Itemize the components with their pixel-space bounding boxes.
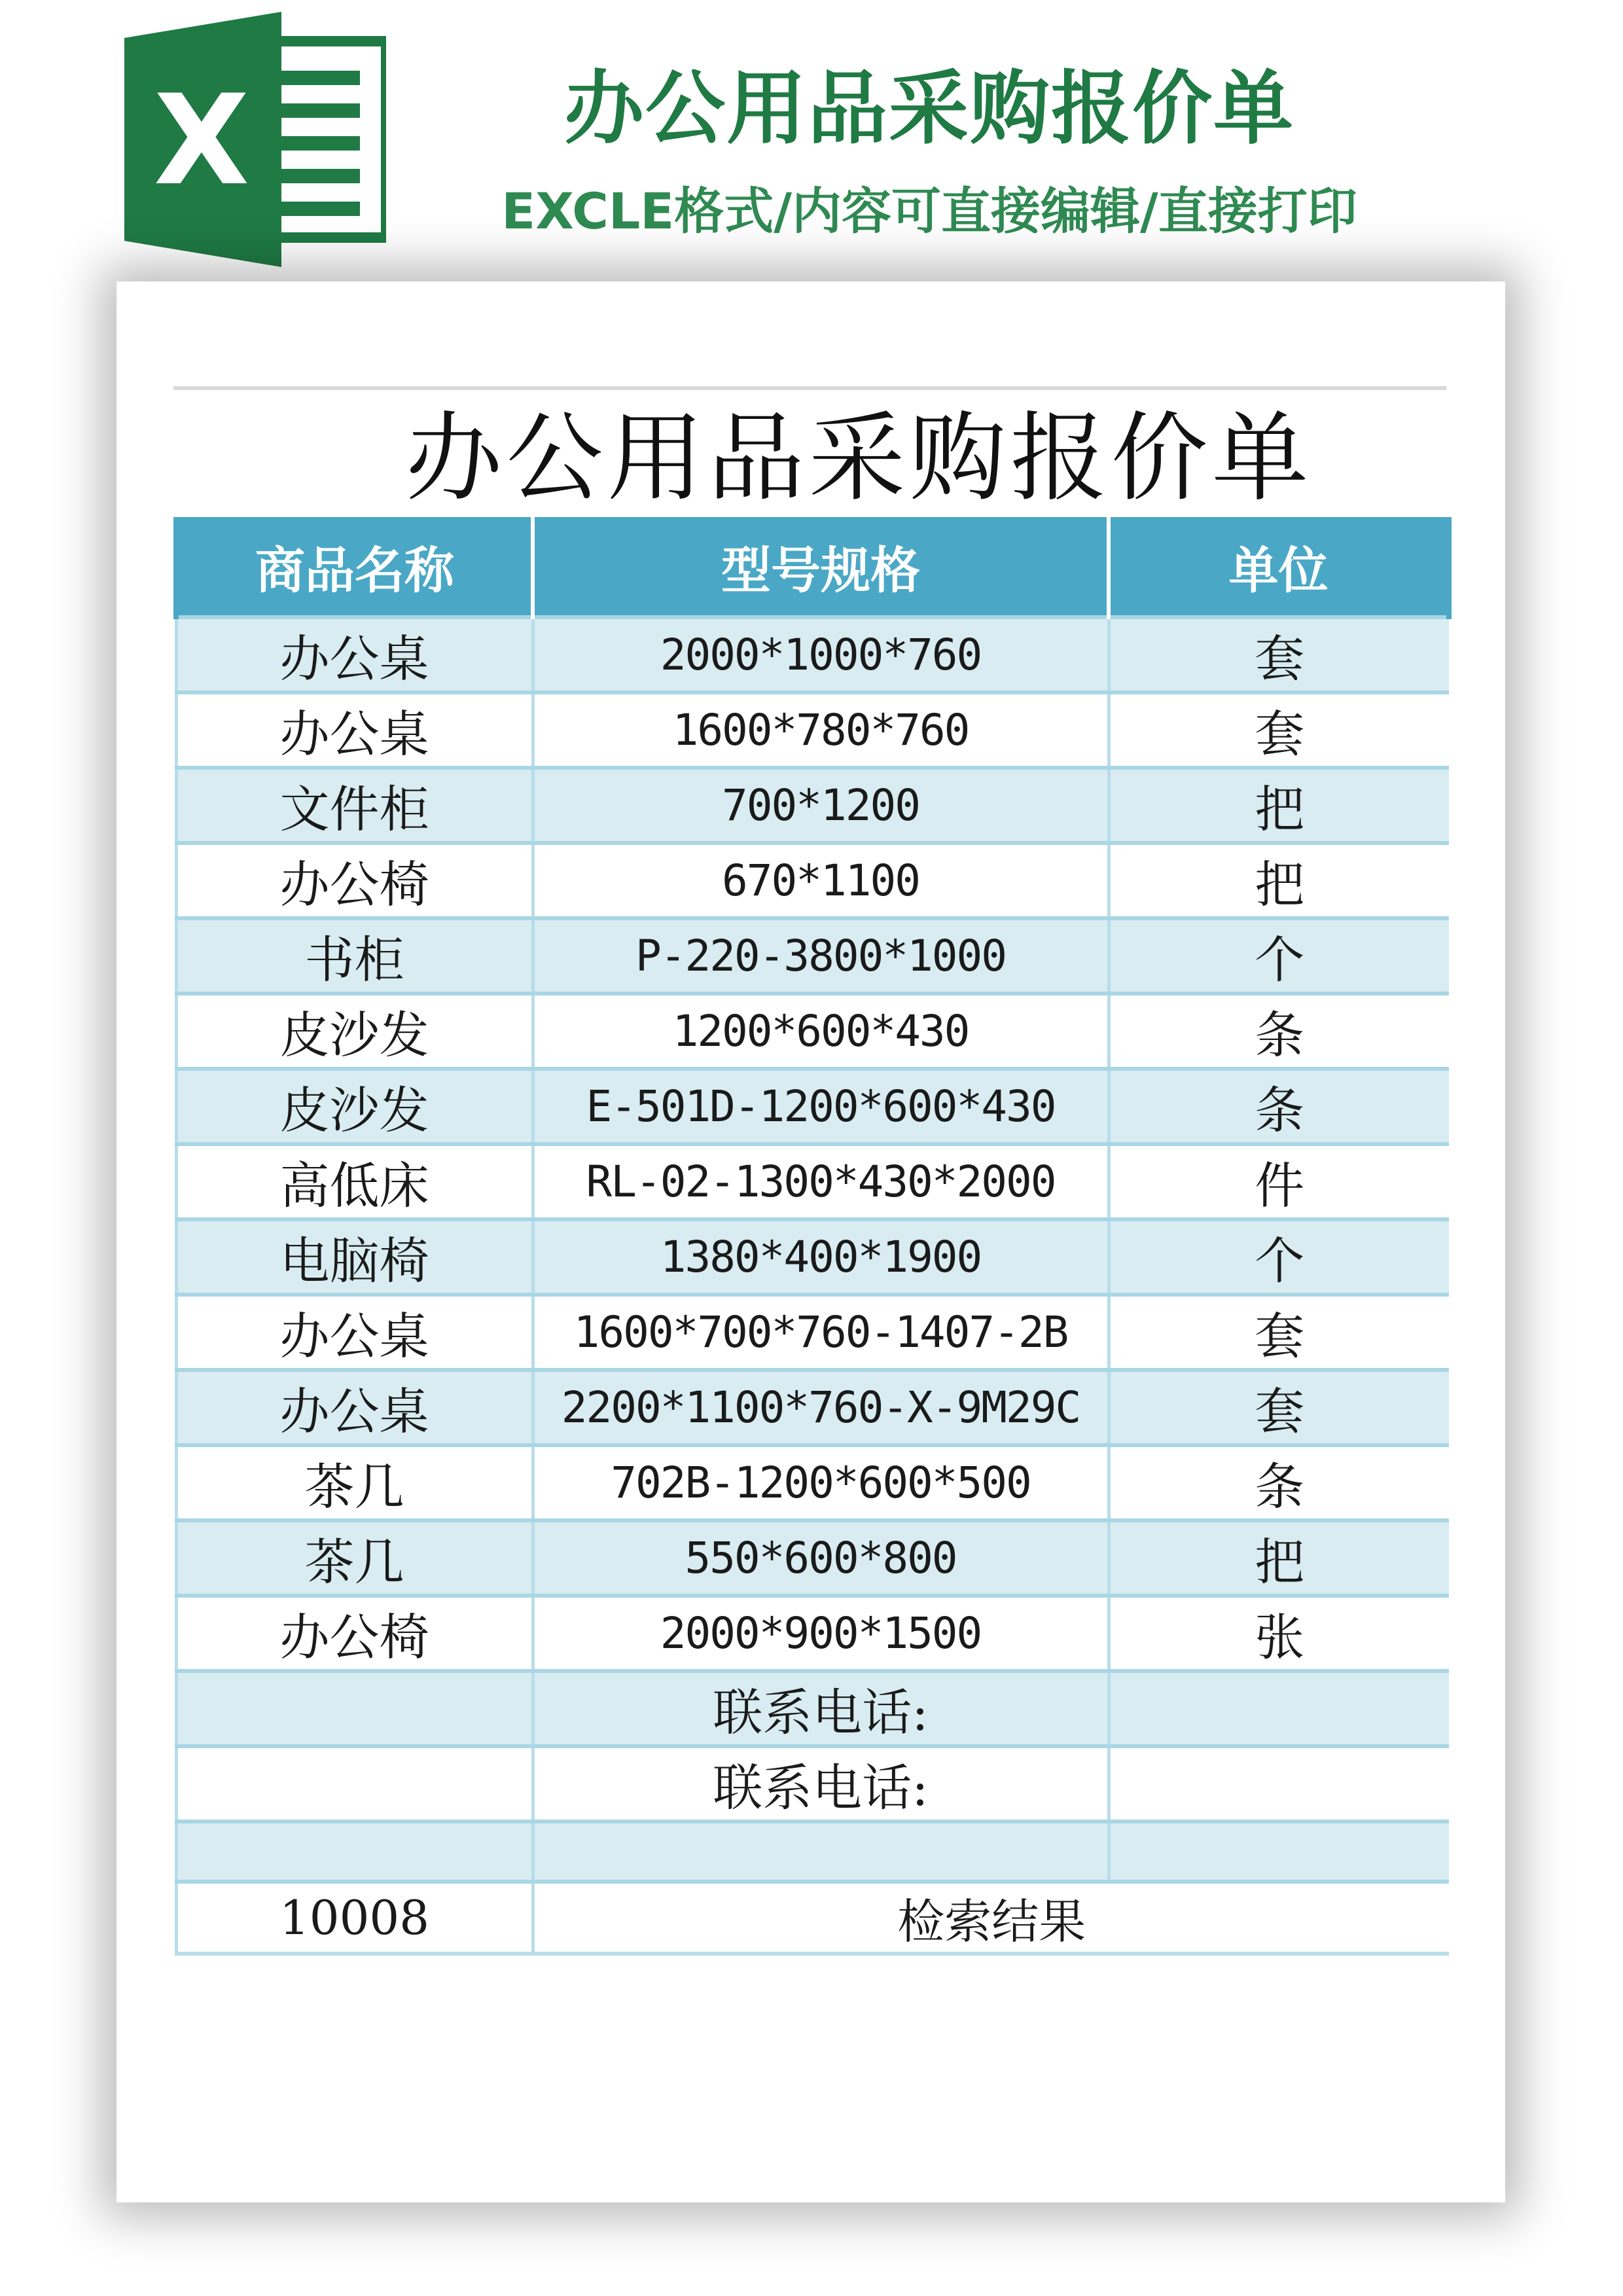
table-row [176,1219,1449,1295]
column-header-name[interactable]: 商品名称 [176,517,533,617]
cell-empty[interactable] [176,1671,533,1746]
document-page [116,281,1505,2202]
cell-empty[interactable] [1109,1821,1449,1882]
cell-name[interactable]: 皮沙发 [176,994,533,1069]
cell-empty[interactable] [1109,1746,1449,1821]
cell-unit[interactable]: 套 [1109,692,1449,768]
cell-spec[interactable]: 550*600*800 [533,1520,1109,1596]
cell-name[interactable]: 办公桌 [176,692,533,768]
cell-spec[interactable]: 1600*700*760-1407-2B [533,1295,1109,1370]
table-row [176,1520,1449,1596]
table-row [176,1295,1449,1370]
cell-name[interactable]: 办公桌 [176,1295,533,1370]
cell-name[interactable]: 办公桌 [176,617,533,692]
cell-name[interactable]: 高低床 [176,1144,533,1219]
search-code-cell[interactable]: 10008 [176,1882,533,1954]
table-row [176,1069,1449,1144]
header-subtitle: EXCLE格式/内容可直接编辑/直接打印 [501,182,1357,240]
cell-unit[interactable]: 把 [1109,768,1449,843]
contact-row [176,1671,1449,1746]
cell-unit[interactable]: 个 [1109,918,1449,994]
cell-spec[interactable]: 670*1100 [533,843,1109,918]
cell-spec[interactable]: 2200*1100*760-X-9M29C [533,1370,1109,1445]
table-row [176,994,1449,1069]
cell-spec[interactable]: 700*1200 [533,768,1109,843]
cell-spec[interactable]: 2000*900*1500 [533,1596,1109,1671]
cell-spec[interactable]: RL-02-1300*430*2000 [533,1144,1109,1219]
cell-empty[interactable] [1109,1671,1449,1746]
table-row [176,692,1449,768]
cell-unit[interactable]: 件 [1109,1144,1449,1219]
contact-phone-label[interactable]: 联系电话: [533,1671,1109,1746]
cell-spec[interactable]: 1600*780*760 [533,692,1109,768]
cell-spec[interactable]: 702B-1200*600*500 [533,1445,1109,1520]
cell-spec[interactable]: 2000*1000*760 [533,617,1109,692]
table-row [176,1445,1449,1520]
cell-empty[interactable] [176,1746,533,1821]
table-row [176,918,1449,994]
column-header-spec[interactable]: 型号规格 [533,517,1109,617]
table-row [176,768,1449,843]
cell-unit[interactable]: 个 [1109,1219,1449,1295]
cell-name[interactable]: 办公椅 [176,843,533,918]
cell-unit[interactable]: 把 [1109,843,1449,918]
footer-row [176,1882,1449,1954]
cell-unit[interactable]: 套 [1109,1295,1449,1370]
empty-row [176,1821,1449,1882]
cell-spec[interactable]: P-220-3800*1000 [533,918,1109,994]
contact-row [176,1746,1449,1821]
cell-empty[interactable] [533,1821,1109,1882]
cell-spec[interactable]: E-501D-1200*600*430 [533,1069,1109,1144]
column-header-unit[interactable]: 单位 [1109,517,1449,617]
table-row [176,1144,1449,1219]
cell-name[interactable]: 电脑椅 [176,1219,533,1295]
cell-unit[interactable]: 套 [1109,1370,1449,1445]
cell-name[interactable]: 皮沙发 [176,1069,533,1144]
cell-unit[interactable]: 条 [1109,1069,1449,1144]
document-title: 办公用品采购报价单 [405,402,1313,514]
top-divider [173,386,1446,390]
cell-unit[interactable]: 条 [1109,1445,1449,1520]
cell-name[interactable]: 文件柜 [176,768,533,843]
header-title: 办公用品采购报价单 [564,62,1294,155]
cell-empty[interactable] [176,1821,533,1882]
cell-spec[interactable]: 1380*400*1900 [533,1219,1109,1295]
cell-name[interactable]: 茶几 [176,1520,533,1596]
cell-name[interactable]: 书柜 [176,918,533,994]
quote-table [173,517,1452,1956]
cell-name[interactable]: 办公桌 [176,1370,533,1445]
cell-name[interactable]: 办公椅 [176,1596,533,1671]
search-result-label[interactable]: 检索结果 [533,1882,1449,1954]
excel-logo-icon [124,12,386,267]
table-row [176,617,1449,692]
cell-unit[interactable]: 条 [1109,994,1449,1069]
table-row [176,843,1449,918]
cell-unit[interactable]: 张 [1109,1596,1449,1671]
table-header-row [176,517,1449,617]
cell-spec[interactable]: 1200*600*430 [533,994,1109,1069]
contact-phone-label[interactable]: 联系电话: [533,1746,1109,1821]
cell-name[interactable]: 茶几 [176,1445,533,1520]
cell-unit[interactable]: 把 [1109,1520,1449,1596]
cell-unit[interactable]: 套 [1109,617,1449,692]
table-row [176,1370,1449,1445]
logo-letter: X [153,68,250,213]
table-row [176,1596,1449,1671]
